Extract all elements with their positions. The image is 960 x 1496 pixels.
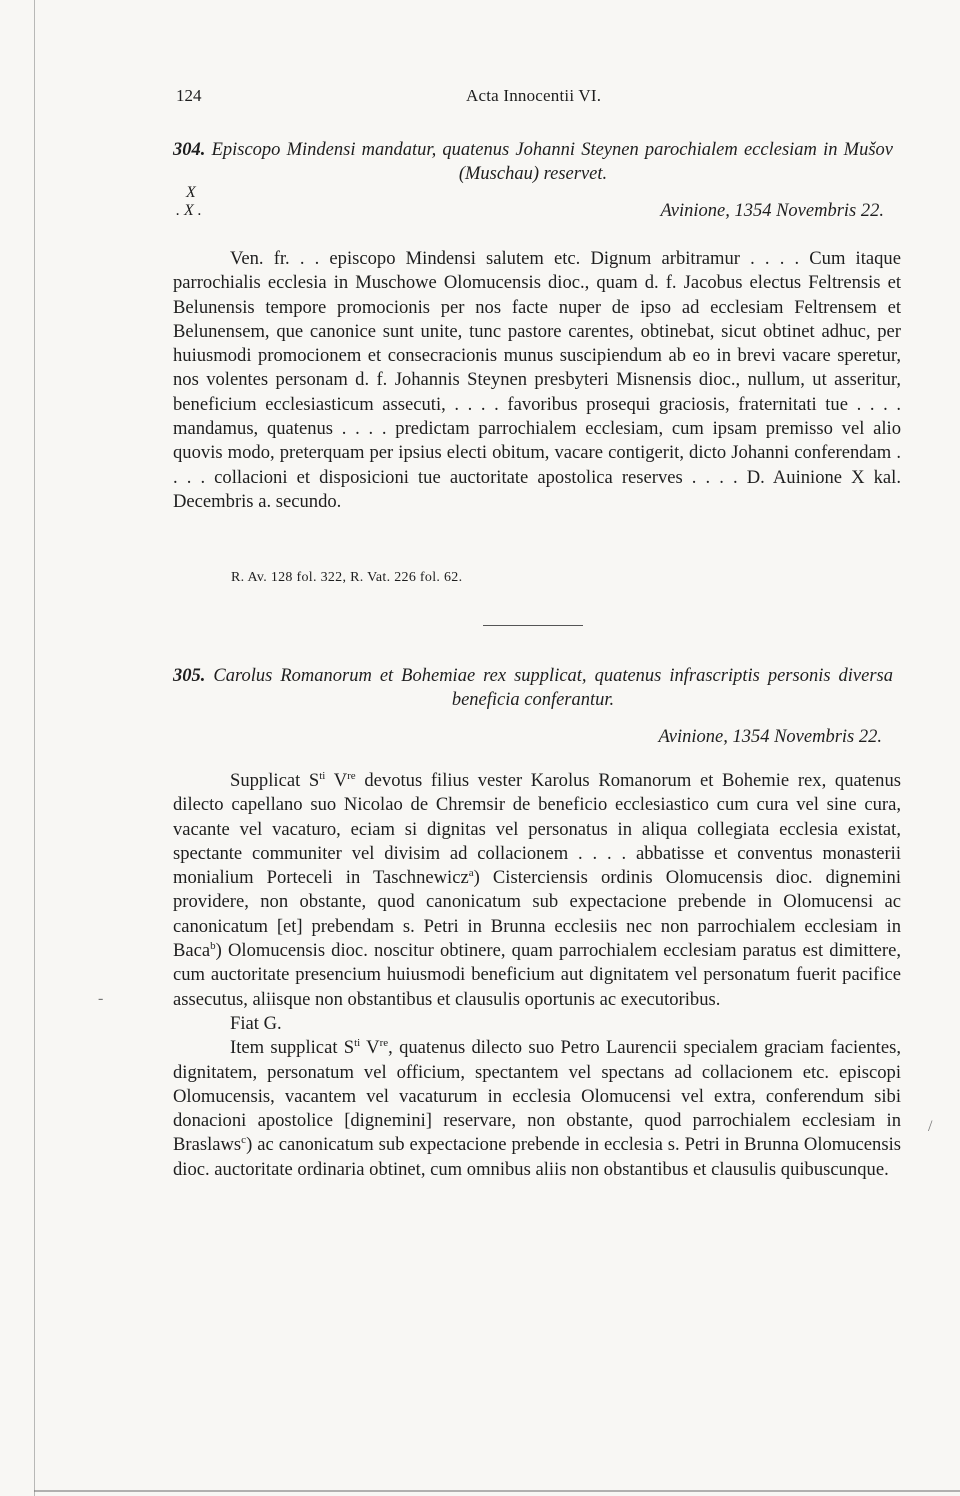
entry-304-source: R. Av. 128 fol. 322, R. Vat. 226 fol. 62. — [231, 570, 463, 585]
text-run: devotus filius vester Karolus Romanorum et Bohemie rex, quatenus dilecto capellano suo Nicolao de Chremsir de beneficio ecclesiastico cum cura vel sine cura, vacante vel vacaturo, eciam si dignitas vel personatus in aliqua collegiata ecclesia existat, spectante communiter vel divisim ad collacionem . . . . abbatisse et conventus monasterii monialium Porteceli in Taschnewicz — [173, 770, 901, 889]
running-title: Acta Innocentii VI. — [466, 86, 602, 105]
paragraph: Ven. fr. . . episcopo Mindensi salutem etc. Dignum arbitramur . . . . Cum itaque parrochialis ecclesia in Muschowe Olomucensis dioc., quam d. f. Jacobus electus Feltrensis et Belunensis tempore promocionis per nos facte nuper de ipso ad ecclesiam Feltrensem et Belunensem, que canonice sunt unite, tunc pastore carentes, obtinebat, sicut obtinet adhuc, per huiusmodi promocionem et consecracionis munus suscipiendum ab eo in brevi vacare speretur, nos volentes personam d. f. Johannis Steynen presbyteri Misnensis dioc., nullum, ut asseritur, beneficium ecclesiasticum assecuti, . . . . favoribus prosequi graciosis, fraternitati tue . . . . mandamus, quatenus . . . . predictam parrochialem ecclesiam, cum ipsam premisso vel alio quovis modo, preterquam per ipsius electi obitum, vacare contigerit, dicto Johanni conferendam . . . . collacioni et disposicioni tue auctoritate apostolica reserves . . . . D. Auinione X kal. Decembris a. secundo. — [173, 248, 901, 512]
entry-title-text: Carolus Romanorum et Bohemiae rex supplicat, quatenus infrascriptis personis diversa beneficia conferantur. — [213, 666, 894, 710]
page-header — [176, 86, 901, 112]
paragraph — [173, 1036, 901, 1182]
paragraph — [173, 769, 901, 1012]
text-run: V — [360, 1037, 380, 1059]
scan-left-edge-line — [34, 0, 35, 1496]
fiat-line: Fiat G. — [230, 1012, 282, 1034]
page-number: 124 — [176, 86, 202, 105]
entry-304-title — [173, 138, 901, 186]
text-run: , quatenus dilecto suo Petro Laurencii specialem graciam facientes, dignitatem, personatum vel officium, spectantem vel spectans ad collacionem etc. episcopi Olomucensis, vacantem vel vacaturum in ecclesia Olomucensi vel extra, conferendum sibi donacioni apostolice [dignemini] reservare, non obstante, quod parrochialem ecclesiam in Braslaws — [173, 1037, 901, 1156]
marginal-mark-bottom: . X . — [176, 202, 202, 219]
footnote-ref: c — [241, 1134, 247, 1147]
entry-number: 305. — [173, 666, 206, 686]
superscript: re — [379, 1037, 389, 1050]
section-divider — [483, 625, 583, 626]
margin-pen-mark: - — [98, 990, 104, 1007]
margin-pen-mark: / — [928, 1118, 933, 1135]
entry-number: 304. — [173, 140, 206, 160]
text-run: ) ac canonicatum sub expectacione prebende in ecclesia s. Petri in Brunna Olomucensis dioc. auctoritate ordinaria obtinet, cum omnibus aliis non obstantibus et clausulis quibuscunque. — [173, 1134, 901, 1180]
text-run: Supplicat S — [230, 770, 320, 791]
entry-305-title — [173, 664, 901, 712]
entry-304-place-date: Avinione, 1354 Novembris 22. — [660, 201, 884, 221]
text-run: ) Cisterciensis ordinis Olomucensis dioc. dignemini providere, non obstante, quod canonicatum sub expectacione prebende in Olomucensi ac canonicatum [et] prebendam s. Petri in Brunna ecclesiis nec non parrochialem ecclesiam in Baca — [173, 867, 901, 962]
scan-bottom-edge-line — [34, 1490, 960, 1492]
superscript: re — [347, 769, 356, 782]
text-run: Item supplicat S — [230, 1037, 355, 1059]
entry-305-place-date: Avinione, 1354 Novembris 22. — [658, 727, 882, 747]
footnote-ref: a — [468, 867, 474, 879]
superscript: ti — [319, 769, 326, 782]
entry-305-body — [173, 769, 901, 1182]
entry-304-body — [173, 247, 901, 514]
superscript: ti — [354, 1037, 361, 1050]
footnote-ref: b — [210, 939, 216, 952]
marginal-mark-top: X — [186, 184, 196, 201]
entry-title-text: Episcopo Mindensi mandatur, quatenus Johanni Steynen parochialem ecclesiam in Mušov (Muschau) reservet. — [211, 140, 893, 184]
text-run: ) Olomucensis dioc. noscitur obtinere, quam parrochialem ecclesiam paratus est dimittere, cum auctoritate presencium huiusmodi beneficium aut dignitatem vel personatum fuerit pacifice assecutus, aliisque non obstantibus et clausulis oportunis ac executoribus. — [173, 940, 901, 1010]
text-run: V — [325, 770, 348, 791]
